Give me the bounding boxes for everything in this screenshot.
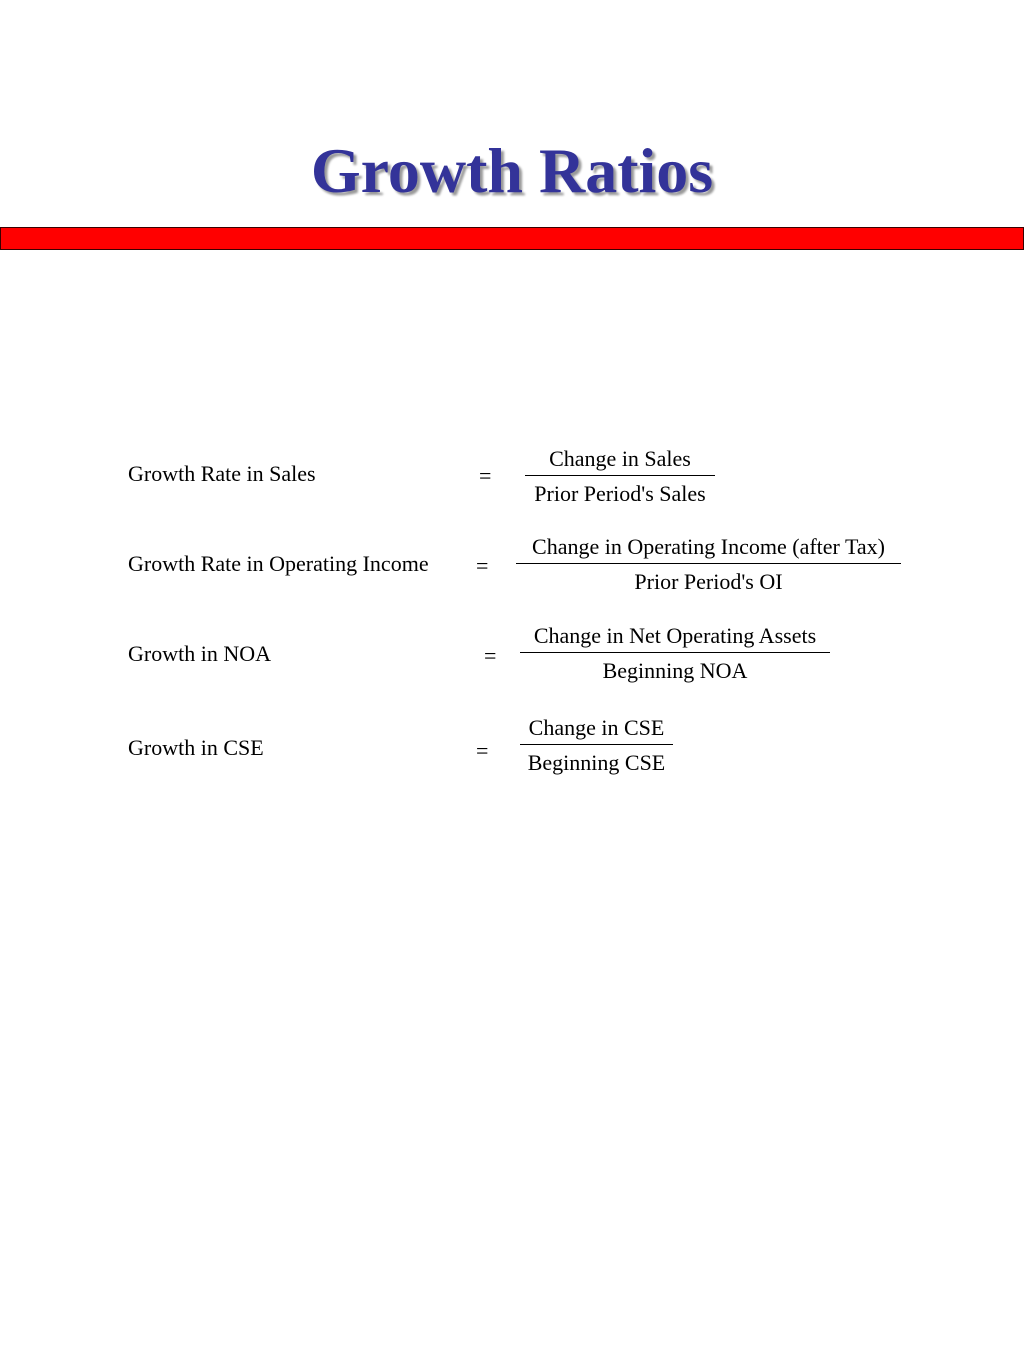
fraction-sales-growth bbox=[525, 446, 715, 507]
equals-sign: = bbox=[476, 738, 489, 763]
denominator: Beginning NOA bbox=[602, 658, 748, 683]
numerator: Change in CSE bbox=[528, 715, 665, 740]
ratio-label-noa-growth: Growth in NOA bbox=[128, 641, 271, 666]
numerator: Change in Operating Income (after Tax) bbox=[532, 534, 885, 559]
title-divider-bar bbox=[0, 227, 1024, 250]
ratio-label-sales-growth: Growth Rate in Sales bbox=[128, 461, 316, 486]
denominator: Prior Period's Sales bbox=[534, 481, 706, 506]
ratio-label-operating-income-growth: Growth Rate in Operating Income bbox=[128, 551, 429, 576]
equals-sign: = bbox=[484, 643, 497, 668]
denominator: Beginning CSE bbox=[527, 750, 666, 775]
numerator: Change in Sales bbox=[549, 446, 691, 471]
ratio-label-cse-growth: Growth in CSE bbox=[128, 735, 264, 760]
denominator: Prior Period's OI bbox=[634, 569, 783, 594]
fraction-cse-growth bbox=[520, 715, 673, 776]
fraction-operating-income-growth bbox=[516, 534, 901, 595]
fraction-noa-growth bbox=[520, 623, 830, 684]
numerator: Change in Net Operating Assets bbox=[533, 623, 817, 648]
equals-sign: = bbox=[476, 553, 489, 578]
equals-sign: = bbox=[479, 463, 492, 488]
slide-title: Growth Ratios bbox=[310, 135, 714, 206]
